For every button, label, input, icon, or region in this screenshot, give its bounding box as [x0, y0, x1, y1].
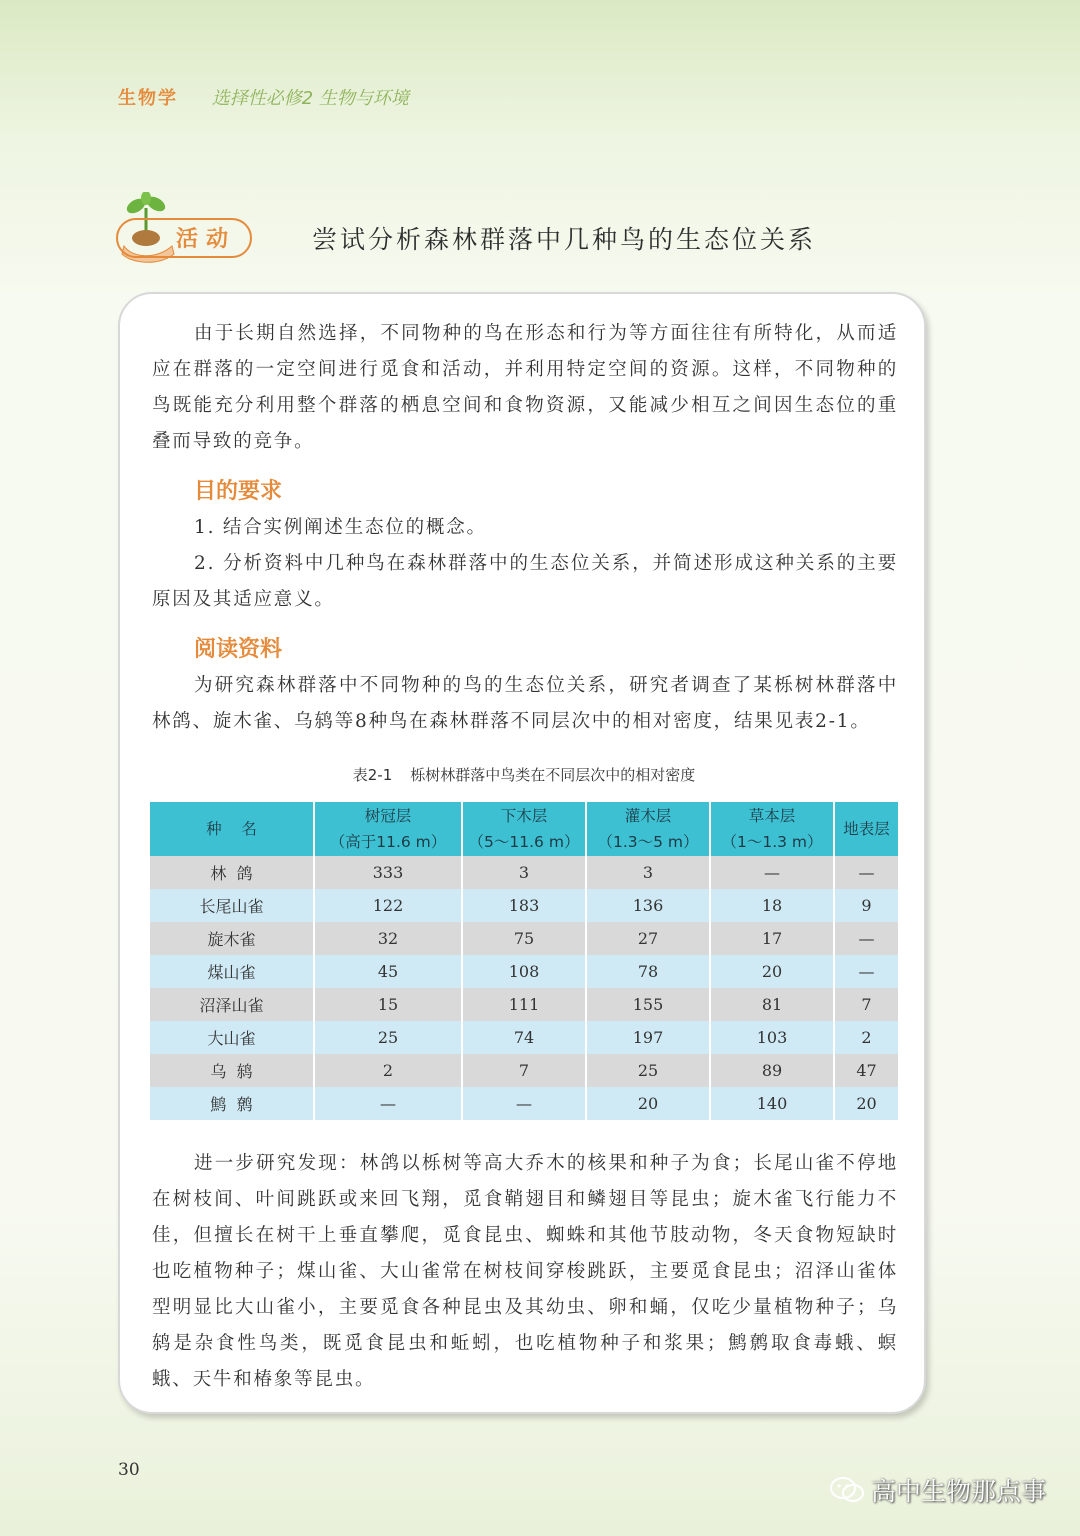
col-header-canopy: 树冠层 （高于11.6 m） [314, 802, 462, 856]
table-cell: 乌 鸫 [150, 1054, 314, 1087]
reading-heading: 阅读资料 [194, 637, 283, 662]
table-cell: 沼泽山雀 [150, 988, 314, 1021]
table-cell: — [834, 955, 898, 988]
table-cell: 3 [462, 856, 586, 889]
table-cell: 111 [462, 988, 586, 1021]
table-caption-number: 表2-1 [352, 766, 393, 784]
table-cell: 103 [710, 1021, 834, 1054]
table-cell: — [834, 856, 898, 889]
running-header [118, 84, 409, 110]
goals-heading: 目的要求 [194, 479, 283, 504]
wechat-icon [829, 1476, 865, 1504]
table-cell: 大山雀 [150, 1021, 314, 1054]
activity-card [118, 292, 926, 1414]
table-cell: 20 [710, 955, 834, 988]
table-row [150, 988, 898, 1021]
table-row [150, 1021, 898, 1054]
table-cell: 78 [586, 955, 710, 988]
table-cell: 81 [710, 988, 834, 1021]
table-cell: 林 鸽 [150, 856, 314, 889]
subject-label: 生物学 [118, 88, 178, 109]
table-cell: 155 [586, 988, 710, 1021]
table-cell: 旋木雀 [150, 922, 314, 955]
table-cell: 7 [834, 988, 898, 1021]
table-cell: 25 [586, 1054, 710, 1087]
table-cell: 197 [586, 1021, 710, 1054]
table-cell: 32 [314, 922, 462, 955]
col-header-herb: 草本层 （1～1.3 m） [710, 802, 834, 856]
book-label: 选择性必修2 生物与环境 [211, 88, 409, 109]
table-cell: 122 [314, 889, 462, 922]
table-row [150, 856, 898, 889]
table-row [150, 922, 898, 955]
activity-title: 尝试分析森林群落中几种鸟的生态位关系 [312, 225, 817, 254]
table-cell: 140 [710, 1087, 834, 1120]
table-cell: 2 [834, 1021, 898, 1054]
table-caption [120, 764, 928, 785]
reading-paragraph: 为研究森林群落中不同物种的鸟的生态位关系，研究者调查了某栎树林群落中林鸽、旋木雀、乌鸫等8种鸟在森林群落不同层次中的相对密度，结果见表2-1。 [152, 675, 898, 732]
table-cell: 27 [586, 922, 710, 955]
goal-item-1: 1. 结合实例阐述生态位的概念。 [194, 517, 487, 538]
table-cell: 75 [462, 922, 586, 955]
table-cell: 17 [710, 922, 834, 955]
table-cell: — [834, 922, 898, 955]
table-cell: 煤山雀 [150, 955, 314, 988]
col-header-ground: 地表层 [834, 802, 898, 856]
table-row [150, 1087, 898, 1120]
table-cell: 7 [462, 1054, 586, 1087]
table-row [150, 889, 898, 922]
table-header-row [150, 802, 898, 856]
goal-item-2: 2. 分析资料中几种鸟在森林群落中的生态位关系，并简述形成这种关系的主要原因及其适应意义。 [152, 553, 898, 610]
table-cell: 136 [586, 889, 710, 922]
activity-heading [116, 192, 936, 272]
table-cell: 9 [834, 889, 898, 922]
col-header-understory: 下木层 （5～11.6 m） [462, 802, 586, 856]
table-cell: 183 [462, 889, 586, 922]
table-cell: — [462, 1087, 586, 1120]
table-row [150, 1054, 898, 1087]
table-cell: 47 [834, 1054, 898, 1087]
watermark-text: 高中生物那点事 [870, 1477, 1046, 1506]
activity-badge [116, 218, 252, 258]
col-header-shrub: 灌木层 （1.3～5 m） [586, 802, 710, 856]
table-row [150, 955, 898, 988]
table-caption-title: 栎树林群落中鸟类在不同层次中的相对密度 [410, 766, 696, 784]
table-cell: 鹪 鹩 [150, 1087, 314, 1120]
table-cell: 15 [314, 988, 462, 1021]
table-cell: 333 [314, 856, 462, 889]
table-cell: 20 [586, 1087, 710, 1120]
table-cell: 89 [710, 1054, 834, 1087]
page-number: 30 [118, 1460, 140, 1480]
density-table [150, 802, 898, 1120]
table-cell: — [314, 1087, 462, 1120]
table-cell: 74 [462, 1021, 586, 1054]
table-cell: 长尾山雀 [150, 889, 314, 922]
table-cell: 2 [314, 1054, 462, 1087]
table-cell: 18 [710, 889, 834, 922]
table-cell: 20 [834, 1087, 898, 1120]
table-cell: — [710, 856, 834, 889]
activity-badge-label: 活动 [176, 227, 237, 252]
table-cell: 108 [462, 955, 586, 988]
table-cell: 45 [314, 955, 462, 988]
intro-paragraph: 由于长期自然选择，不同物种的鸟在形态和行为等方面往往有所特化，从而适应在群落的一定空间进行觅食和活动，并利用特定空间的资源。这样，不同物种的鸟既能充分利用整个群落的栖息空间和食物资源，又能减少相互之间因生态位的重叠而导致的竞争。 [152, 323, 898, 452]
table-cell: 25 [314, 1021, 462, 1054]
further-paragraph: 进一步研究发现：林鸽以栎树等高大乔木的核果和种子为食；长尾山雀不停地在树枝间、叶间跳跃或来回飞翔，觅食鞘翅目和鳞翅目等昆虫；旋木雀飞行能力不佳，但擅长在树干上垂直攀爬，觅食昆虫、蜘蛛和其他节肢动物，冬天食物短缺时也吃植物种子；煤山雀、大山雀常在树枝间穿梭跳跃，主要觅食昆虫；沼泽山雀体型明显比大山雀小，主要觅食各种昆虫及其幼虫、卵和蛹，仅吃少量植物种子；乌鸫是杂食性鸟类，既觅食昆虫和蚯蚓，也吃植物种子和浆果；鹪鹩取食毒蛾、螟蛾、天牛和椿象等昆虫。 [152, 1153, 898, 1390]
col-header-species: 种 名 [150, 802, 314, 856]
table-cell: 3 [586, 856, 710, 889]
watermark [829, 1472, 1046, 1508]
